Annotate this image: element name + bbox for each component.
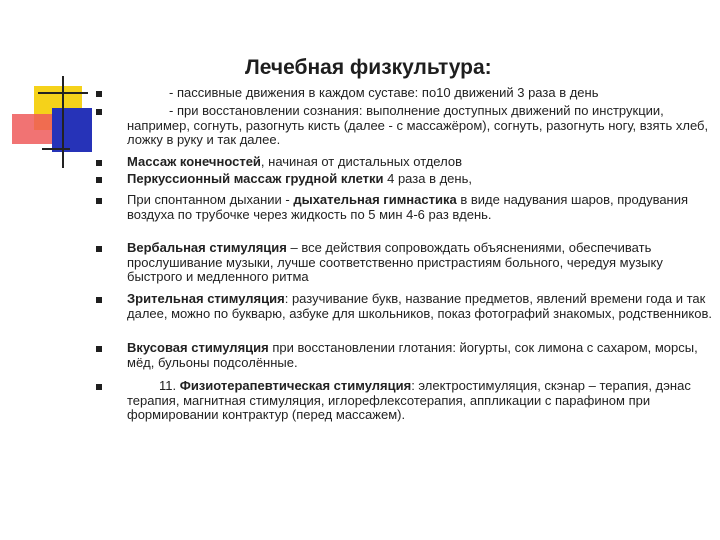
list-item: [127, 341, 712, 370]
item-term: Вкусовая стимуляция: [127, 340, 269, 355]
bullet-marker: [96, 198, 102, 204]
list-item: [127, 172, 712, 187]
list-item: [127, 292, 712, 321]
slide-title: Лечебная физкультура:: [245, 56, 492, 79]
bullet-marker: [96, 91, 102, 97]
item-text: при восстановлении глотания: йогурты, сок лимона с сахаром, морсы, мёд, бульоны подсолённые.: [127, 340, 698, 370]
bullet-marker: [96, 109, 102, 115]
bullet-marker: [96, 160, 102, 166]
item-text: При спонтанном дыхании -: [127, 192, 294, 207]
list-item: [127, 86, 712, 101]
bullet-marker: [96, 177, 102, 183]
item-text: - пассивные движения в каждом суставе: по10 движений 3 раза в день: [169, 85, 599, 100]
item-term: Вербальная стимуляция: [127, 240, 287, 255]
item-text: 11.: [159, 378, 180, 393]
item-text: , начиная от дистальных отделов: [260, 154, 462, 169]
item-term: Перкуссионный массаж грудной клетки: [127, 171, 384, 186]
bullet-marker: [96, 297, 102, 303]
item-term: дыхательная гимнастика: [293, 192, 457, 207]
item-term: Зрительная стимуляция: [127, 291, 285, 306]
list-item: [127, 241, 712, 285]
bullet-marker: [96, 346, 102, 352]
item-text: : разучивание букв, название предметов, явлений времени года и так далее, можно по букварю, азбуке для школьников, показ фотографий знакомых, родственников.: [127, 291, 712, 321]
list-item: [127, 193, 712, 222]
item-term: Массаж конечностей: [127, 154, 261, 169]
bullet-marker: [96, 384, 102, 390]
bullet-marker: [96, 246, 102, 252]
list-item: [127, 379, 712, 423]
item-text: – все действия сопровождать объяснениями, обеспечивать прослушивание музыки, лучше соответственно пристрастиям больного, чередуя музыку быстрого и медленного ритма: [127, 240, 663, 284]
item-text: 4 раза в день,: [383, 171, 472, 186]
list-item: [127, 155, 712, 170]
item-term: Физиотерапевтическая стимуляция: [179, 378, 412, 393]
item-text: : электростимуляция, скэнар – терапия, дэнас терапия, магнитная стимуляция, иглорефлексотерапия, аппликации с парафином при формировании контрактур (перед массажем).: [127, 378, 691, 422]
item-text: - при восстановлении сознания: выполнение доступных движений по инструкции, например, согнуть, разогнуть кисть (далее - с массажёром), согнуть, разогнуть ногу, взять хлеб, ложку в руку и так далее.: [127, 103, 709, 147]
item-text: в виде надувания шаров, продувания воздуха по трубочке через жидкость по 5 мин 4-6 раз вдень.: [127, 192, 689, 222]
list-item: [127, 104, 712, 148]
